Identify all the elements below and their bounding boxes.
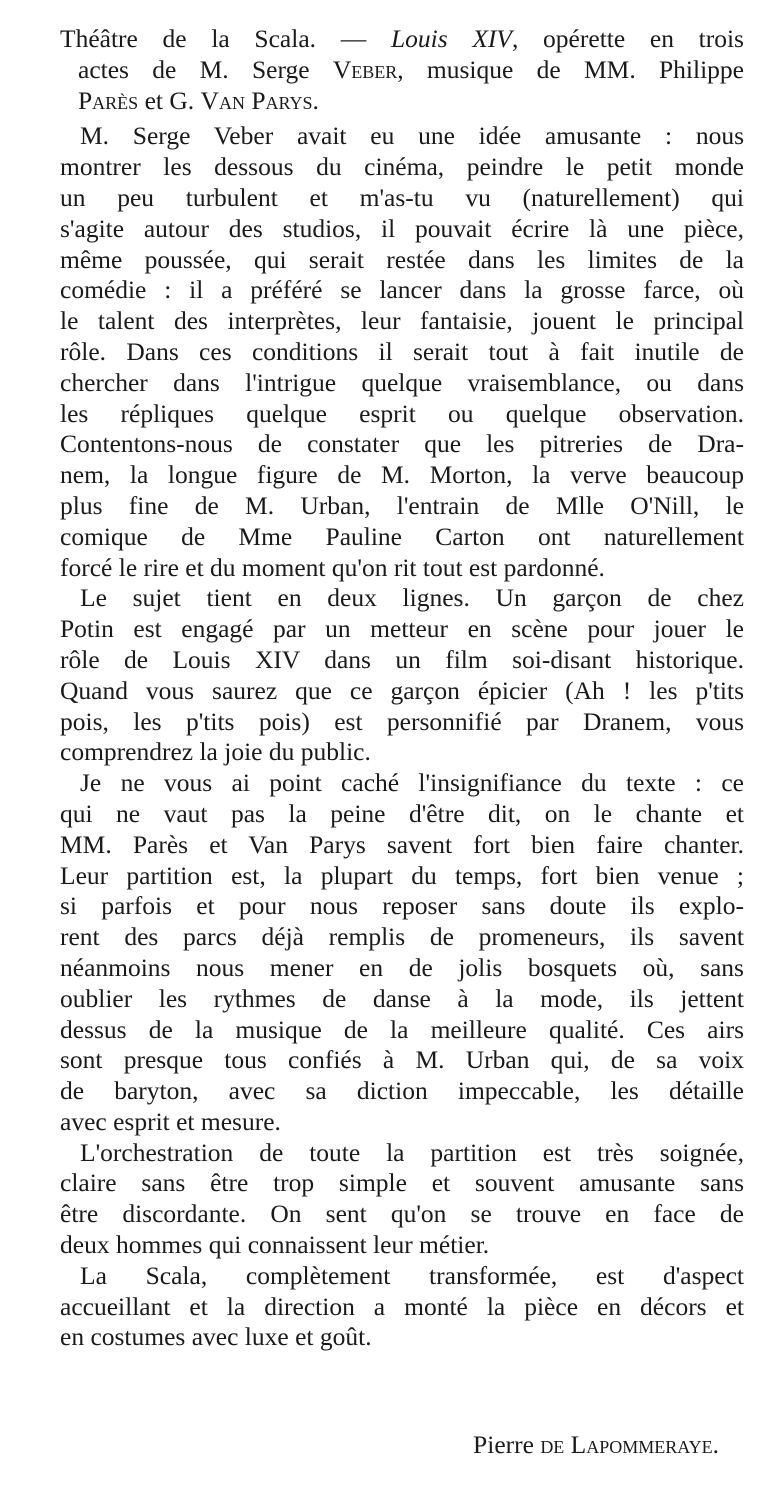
text-line: comique de Mme Pauline Carton ont naturellement <box>60 521 744 551</box>
text-line: les répliques quelque esprit ou quelque observation. <box>60 398 744 428</box>
text-line: plus fine de M. Urban, l'entrain de Mlle O'Nill, le <box>60 490 744 520</box>
text-line: dessus de la musique de la meilleure qualité. Ces airs <box>60 1014 744 1044</box>
text-line: forcé le rire et du moment qu'on rit tout est pardonné. <box>60 552 605 582</box>
text-line: rôle. Dans ces conditions il serait tout à fait inutile de <box>60 336 744 366</box>
text-line: un peu turbulent et m'as-tu vu (naturellement) qui <box>60 182 744 212</box>
text-line: deux hommes qui connaissent leur métier. <box>60 1230 490 1260</box>
signature-last-name: de Lapommeraye <box>540 1430 713 1459</box>
signature <box>473 1430 719 1460</box>
text-line: néanmoins nous mener en de jolis bosquets où, sans <box>60 952 744 982</box>
text-line: le talent des interprètes, leur fantaisie, jouent le principal <box>60 306 744 336</box>
heading-text: et G. <box>138 85 201 115</box>
text-line: rent des parcs déjà remplis de promeneurs, ils savent <box>60 922 744 952</box>
composer-name: Van Parys <box>200 85 313 115</box>
review-heading-line-3 <box>60 86 744 117</box>
text-line: être discordante. On sent qu'on se trouve en face de <box>60 1199 744 1229</box>
review-paragraph <box>60 121 744 583</box>
text-line: pois, les p'tits pois) est personnifié par Dranem, vous <box>60 706 744 736</box>
text-line: Le sujet tient en deux lignes. Un garçon de chez <box>80 583 744 613</box>
text-line: en costumes avec luxe et goût. <box>60 1322 372 1352</box>
composer-name: Parès <box>78 85 139 115</box>
text-line: montrer les dessous du cinéma, peindre le petit monde <box>60 152 744 182</box>
text-line: oublier les rythmes de danse à la mode, ils jettent <box>60 983 744 1013</box>
review-heading-line-2 <box>60 55 744 86</box>
text-line: Quand vous saurez que ce garçon épicier (Ah ! les p'tits <box>60 675 744 705</box>
text-line: L'orchestration de toute la partition est très soignée, <box>80 1137 744 1167</box>
review-body <box>60 121 744 1353</box>
text-line: accueillant et la direction a monté la pièce en décors et <box>60 1291 744 1321</box>
text-line: La Scala, complètement transformée, est d'aspect <box>80 1260 744 1290</box>
text-line: M. Serge Veber avait eu une idée amusante : nous <box>80 121 744 151</box>
text-line: Potin est engagé par un metteur en scène pour jouer le <box>60 614 744 644</box>
review-paragraph <box>60 583 744 768</box>
author-name: Veber <box>332 54 398 84</box>
theatre-name: Théâtre de la Scala. <box>60 24 317 53</box>
text-line: MM. Parès et Van Parys savent fort bien faire chanter. <box>60 829 744 859</box>
work-title: Louis XIV <box>390 24 512 53</box>
heading-text: , musique de MM. Philippe <box>397 54 744 84</box>
text-line: comédie : il a préféré se lancer dans la grosse farce, où <box>60 275 744 305</box>
text-line: sont presque tous confiés à M. Urban qui, de sa voix <box>60 1045 744 1075</box>
text-line: de baryton, avec sa diction impeccable, les détaille <box>60 1076 744 1106</box>
signature-period: . <box>712 1430 719 1459</box>
heading-genre: , opérette en trois <box>511 24 744 53</box>
text-line: même poussée, qui serait restée dans les limites de la <box>60 244 744 274</box>
review-paragraph <box>60 1138 744 1261</box>
text-line: nem, la longue figure de M. Morton, la verve beaucoup <box>60 460 744 490</box>
review-paragraph <box>60 1261 744 1353</box>
text-line: Leur partition est, la plupart du temps, fort bien venue ; <box>60 860 744 890</box>
review-column <box>60 24 744 1353</box>
text-line: comprendrez la joie du public. <box>60 737 371 767</box>
text-line: si parfois et pour nous reposer sans doute ils explo- <box>60 891 744 921</box>
review-paragraph <box>60 768 744 1138</box>
text-line: s'agite autour des studios, il pouvait écrire là une pièce, <box>60 213 744 243</box>
heading-dash: — <box>316 24 391 53</box>
text-line: chercher dans l'intrigue quelque vraisemblance, ou dans <box>60 367 744 397</box>
text-line: Je ne vous ai point caché l'insignifiance du texte : ce <box>80 768 744 798</box>
heading-text: . <box>312 85 319 115</box>
text-line: avec esprit et mesure. <box>60 1106 281 1136</box>
review-heading-line-1 <box>60 24 744 55</box>
text-line: Contentons-nous de constater que les pitreries de Dra- <box>60 429 744 459</box>
text-line: claire sans être trop simple et souvent amusante sans <box>60 1168 744 1198</box>
heading-text: actes de M. Serge <box>78 54 333 84</box>
signature-first-name: Pierre <box>473 1430 541 1459</box>
text-line: rôle de Louis XIV dans un film soi-disant historique. <box>60 644 744 674</box>
text-line: qui ne vaut pas la peine d'être dit, on le chante et <box>60 798 744 828</box>
